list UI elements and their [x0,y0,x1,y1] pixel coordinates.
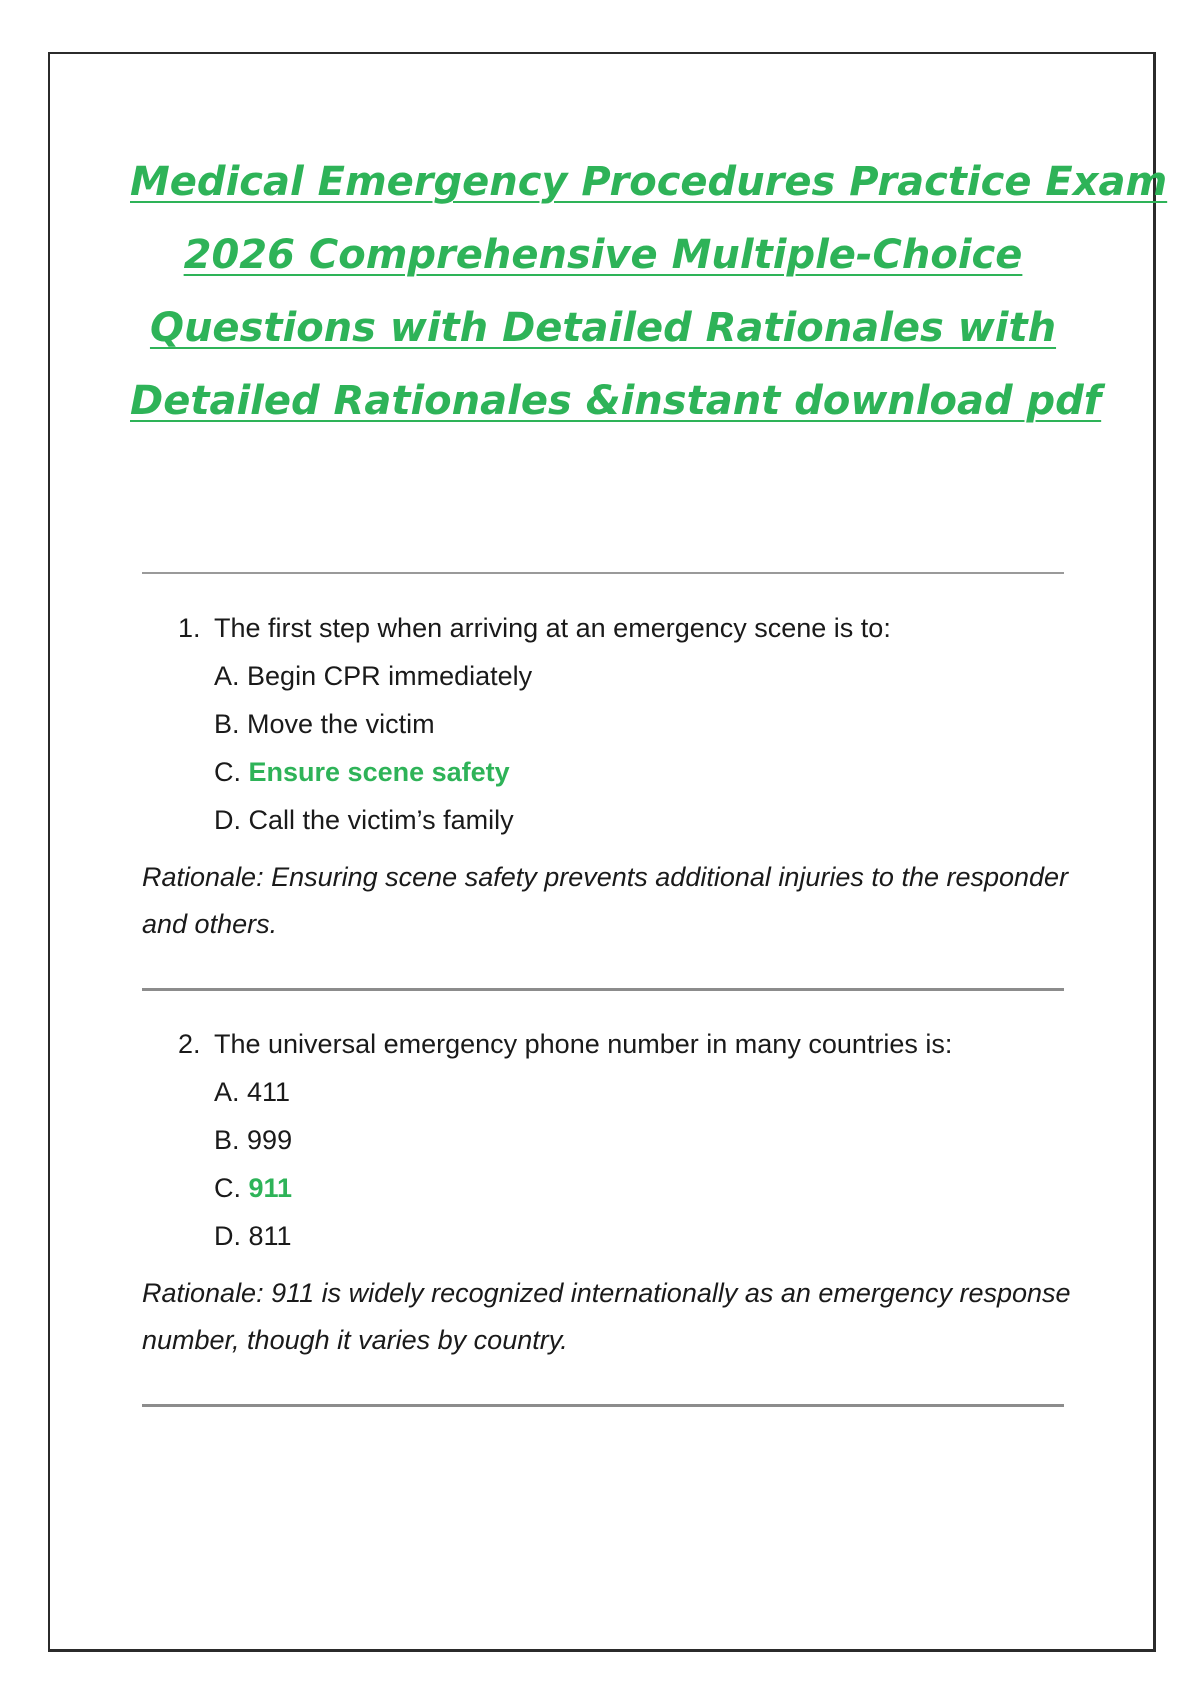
option-list [142,658,1072,838]
option-c: C. Ensure scene safety [214,757,510,787]
title-line: Questions with Detailed Rationales with [149,305,1057,351]
rationale: Rationale: 911 is widely recognized internationally as an emergency response number, though it varies by country. [142,1278,1071,1355]
question-1 [142,610,1072,948]
title-line: 2026 Comprehensive Multiple-Choice [183,232,1023,278]
question-stem [142,610,1072,646]
title-line: Detailed Rationales &instant download pdf [130,378,1102,424]
option-a: A. 411 [214,1077,291,1107]
divider [142,572,1064,574]
page-frame [48,52,1168,1652]
option-d: D. Call the victim’s family [214,805,514,835]
rationale: Rationale: Ensuring scene safety prevents additional injuries to the responder and others. [142,862,1069,939]
title-line: Medical Emergency Procedures Practice Exam [130,159,1168,205]
divider [142,988,1064,991]
question-number: 2. [178,1029,201,1059]
option-d: D. 811 [214,1221,292,1251]
correct-answer: 911 [248,1173,293,1203]
question-text: The universal emergency phone number in many countries is: [214,1029,953,1059]
option-c: C. 911 [214,1173,293,1203]
document-title [130,146,1168,438]
question-stem [142,1026,1072,1062]
question-text: The first step when arriving at an emergency scene is to: [214,613,891,643]
option-b: B. 999 [214,1125,293,1155]
option-a: A. Begin CPR immediately [214,661,533,691]
question-number: 1. [178,613,201,643]
divider [142,1404,1064,1407]
question-2 [142,1026,1072,1364]
option-list [142,1074,1072,1254]
option-b: B. Move the victim [214,709,435,739]
correct-answer: Ensure scene safety [248,757,510,787]
